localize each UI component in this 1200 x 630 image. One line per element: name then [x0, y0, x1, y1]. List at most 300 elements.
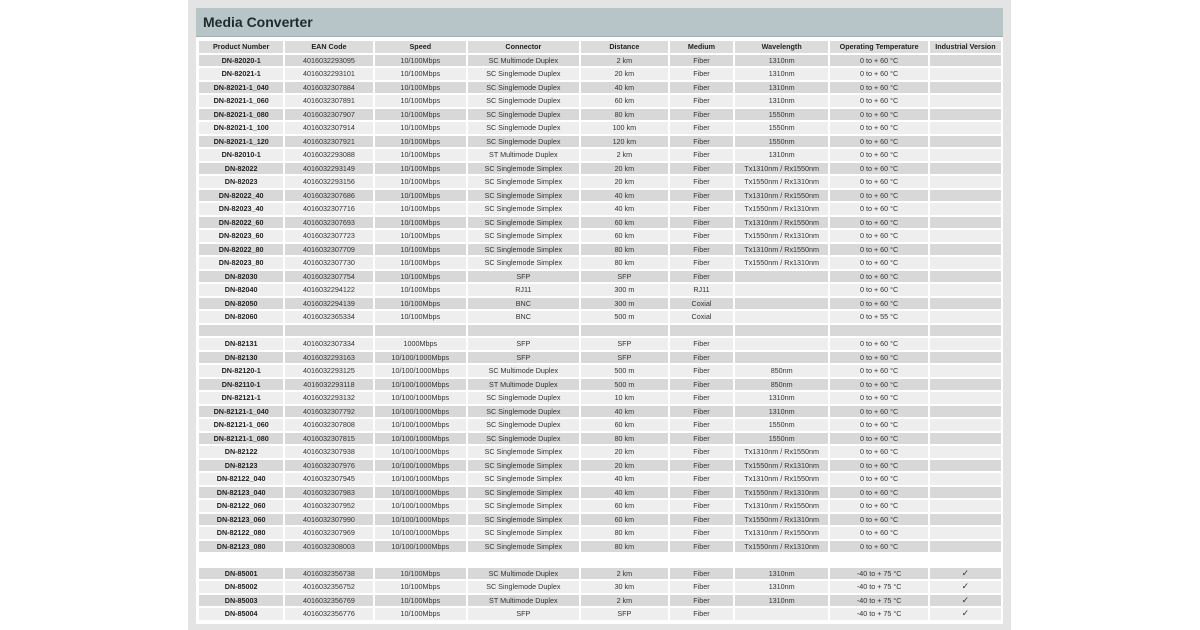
- column-header: Product Number: [199, 41, 283, 53]
- table-cell: 20 km: [581, 446, 668, 458]
- table-cell: [670, 554, 733, 566]
- table-cell: 0 to + 60 °C: [830, 527, 927, 539]
- table-row: [199, 581, 1001, 593]
- table-cell: 1000Mbps: [375, 338, 466, 350]
- table-cell: Tx1310nm / Rx1550nm: [735, 473, 828, 485]
- table-cell: 10/100Mbps: [375, 136, 466, 148]
- table-cell: DN-82131: [199, 338, 283, 350]
- table-cell: 10 km: [581, 392, 668, 404]
- table-cell: 60 km: [581, 95, 668, 107]
- table-cell: DN-82110-1: [199, 379, 283, 391]
- table-cell: [735, 608, 828, 620]
- table-cell: 20 km: [581, 163, 668, 175]
- table-row: [199, 257, 1001, 269]
- table-cell: 0 to + 60 °C: [830, 446, 927, 458]
- table-cell: DN-82023_60: [199, 230, 283, 242]
- table-cell: 0 to + 60 °C: [830, 514, 927, 526]
- table-cell: DN-82060: [199, 311, 283, 323]
- check-icon: [930, 203, 1001, 215]
- table-cell: 100 km: [581, 122, 668, 134]
- table-cell: 10/100Mbps: [375, 68, 466, 80]
- table-cell: 1310nm: [735, 406, 828, 418]
- table-row: [199, 514, 1001, 526]
- table-cell: Tx1310nm / Rx1550nm: [735, 527, 828, 539]
- table-cell: 4016032307716: [285, 203, 372, 215]
- table-cell: DN-82021-1_120: [199, 136, 283, 148]
- table-cell: Fiber: [670, 109, 733, 121]
- table-cell: 10/100/1000Mbps: [375, 352, 466, 364]
- check-icon: [930, 487, 1001, 499]
- check-icon: [930, 68, 1001, 80]
- table-row: [199, 136, 1001, 148]
- table-cell: 1310nm: [735, 68, 828, 80]
- table-cell: 80 km: [581, 433, 668, 445]
- table-cell: SFP: [581, 608, 668, 620]
- table-cell: SC Singlemode Simplex: [468, 514, 579, 526]
- table-row: [199, 203, 1001, 215]
- table-cell: 10/100/1000Mbps: [375, 473, 466, 485]
- table-cell: 2 km: [581, 568, 668, 580]
- table-cell: Fiber: [670, 527, 733, 539]
- table-cell: 0 to + 60 °C: [830, 257, 927, 269]
- check-icon: [930, 379, 1001, 391]
- table-cell: Coxial: [670, 311, 733, 323]
- table-cell: 1550nm: [735, 433, 828, 445]
- table-cell: Fiber: [670, 338, 733, 350]
- table-cell: 40 km: [581, 82, 668, 94]
- table-cell: 10/100Mbps: [375, 122, 466, 134]
- table-row: [199, 68, 1001, 80]
- table-cell: Tx1310nm / Rx1550nm: [735, 500, 828, 512]
- page-title: Media Converter: [203, 14, 313, 30]
- table-cell: 60 km: [581, 419, 668, 431]
- table-cell: 4016032307945: [285, 473, 372, 485]
- table-cell: 10/100Mbps: [375, 203, 466, 215]
- table-cell: 2 km: [581, 595, 668, 607]
- table-cell: Fiber: [670, 55, 733, 67]
- table-cell: 4016032307907: [285, 109, 372, 121]
- table-cell: 1550nm: [735, 122, 828, 134]
- table-cell: 60 km: [581, 500, 668, 512]
- table-cell: 4016032307969: [285, 527, 372, 539]
- table-cell: SC Singlemode Duplex: [468, 581, 579, 593]
- table-cell: [468, 554, 579, 566]
- table-cell: Fiber: [670, 190, 733, 202]
- table-cell: 4016032307815: [285, 433, 372, 445]
- table-row: [199, 109, 1001, 121]
- table-cell: 0 to + 60 °C: [830, 109, 927, 121]
- table-cell: 0 to + 60 °C: [830, 352, 927, 364]
- check-icon: ✓: [930, 595, 1001, 607]
- table-cell: Tx1550nm / Rx1310nm: [735, 460, 828, 472]
- table-row: [199, 406, 1001, 418]
- table-cell: 0 to + 60 °C: [830, 149, 927, 161]
- table-cell: 10/100Mbps: [375, 163, 466, 175]
- table-cell: 0 to + 60 °C: [830, 190, 927, 202]
- table-cell: SC Singlemode Simplex: [468, 203, 579, 215]
- check-icon: [930, 311, 1001, 323]
- table-cell: 120 km: [581, 136, 668, 148]
- table-cell: 10/100/1000Mbps: [375, 500, 466, 512]
- table-cell: 0 to + 60 °C: [830, 203, 927, 215]
- table-cell: 4016032307686: [285, 190, 372, 202]
- table-cell: Fiber: [670, 217, 733, 229]
- table-cell: Fiber: [670, 460, 733, 472]
- table-cell: Fiber: [670, 595, 733, 607]
- table-cell: 0 to + 60 °C: [830, 176, 927, 188]
- table-cell: 80 km: [581, 527, 668, 539]
- table-row: [199, 541, 1001, 553]
- table-cell: Tx1550nm / Rx1310nm: [735, 541, 828, 553]
- table-cell: 850nm: [735, 365, 828, 377]
- table-cell: 10/100Mbps: [375, 217, 466, 229]
- check-icon: [930, 257, 1001, 269]
- table-cell: DN-85004: [199, 608, 283, 620]
- table-cell: [468, 325, 579, 337]
- table-row: [199, 230, 1001, 242]
- table-cell: DN-82123: [199, 460, 283, 472]
- check-icon: [930, 406, 1001, 418]
- table-cell: 10/100/1000Mbps: [375, 487, 466, 499]
- table-cell: Fiber: [670, 541, 733, 553]
- table-cell: 10/100Mbps: [375, 608, 466, 620]
- table-cell: 4016032293149: [285, 163, 372, 175]
- table-cell: 0 to + 60 °C: [830, 541, 927, 553]
- table-cell: 10/100Mbps: [375, 244, 466, 256]
- table-cell: 60 km: [581, 514, 668, 526]
- column-header: Industrial Version: [930, 41, 1001, 53]
- table-cell: -40 to + 75 °C: [830, 608, 927, 620]
- table-cell: Tx1550nm / Rx1310nm: [735, 176, 828, 188]
- table-cell: DN-82021-1_080: [199, 109, 283, 121]
- table-cell: ST Multimode Duplex: [468, 595, 579, 607]
- table-row: [199, 473, 1001, 485]
- check-icon: [930, 541, 1001, 553]
- table-cell: Fiber: [670, 352, 733, 364]
- table-cell: Fiber: [670, 433, 733, 445]
- table-cell: 4016032294122: [285, 284, 372, 296]
- table-cell: 10/100/1000Mbps: [375, 514, 466, 526]
- table-cell: 0 to + 60 °C: [830, 95, 927, 107]
- separator-row: [199, 325, 1001, 337]
- table-cell: 4016032365334: [285, 311, 372, 323]
- table-row: [199, 176, 1001, 188]
- table-cell: [581, 554, 668, 566]
- table-cell: 10/100Mbps: [375, 95, 466, 107]
- table-cell: 4016032307976: [285, 460, 372, 472]
- table-cell: DN-82122_040: [199, 473, 283, 485]
- table-cell: 4016032293132: [285, 392, 372, 404]
- table-cell: 10/100Mbps: [375, 284, 466, 296]
- table-cell: 10/100Mbps: [375, 190, 466, 202]
- table-cell: DN-82050: [199, 298, 283, 310]
- table-row: [199, 419, 1001, 431]
- table-cell: 0 to + 60 °C: [830, 365, 927, 377]
- table-cell: DN-82121-1: [199, 392, 283, 404]
- table-cell: 10/100/1000Mbps: [375, 365, 466, 377]
- table-cell: [285, 554, 372, 566]
- table-cell: Fiber: [670, 406, 733, 418]
- table-cell: SC Singlemode Simplex: [468, 190, 579, 202]
- table-cell: DN-82130: [199, 352, 283, 364]
- table-cell: SC Singlemode Duplex: [468, 122, 579, 134]
- table-cell: Fiber: [670, 419, 733, 431]
- table-cell: DN-85002: [199, 581, 283, 593]
- check-icon: [930, 473, 1001, 485]
- table-cell: DN-82123_080: [199, 541, 283, 553]
- table-cell: 20 km: [581, 176, 668, 188]
- table-cell: 0 to + 55 °C: [830, 311, 927, 323]
- table-cell: SC Singlemode Simplex: [468, 487, 579, 499]
- table-cell: BNC: [468, 298, 579, 310]
- table-cell: SC Singlemode Simplex: [468, 217, 579, 229]
- table-cell: 40 km: [581, 473, 668, 485]
- check-icon: [930, 95, 1001, 107]
- table-cell: 20 km: [581, 460, 668, 472]
- table-cell: 10/100Mbps: [375, 311, 466, 323]
- spec-table: [197, 39, 1003, 622]
- table-cell: 80 km: [581, 109, 668, 121]
- table-cell: 10/100Mbps: [375, 82, 466, 94]
- table-cell: DN-82022: [199, 163, 283, 175]
- table-cell: [581, 325, 668, 337]
- table-cell: 1310nm: [735, 392, 828, 404]
- table-cell: 500 m: [581, 365, 668, 377]
- check-icon: [930, 176, 1001, 188]
- table-cell: DN-82122_080: [199, 527, 283, 539]
- table-cell: 4016032293088: [285, 149, 372, 161]
- table-cell: [735, 298, 828, 310]
- table-row: [199, 217, 1001, 229]
- table-cell: SFP: [468, 352, 579, 364]
- table-cell: DN-82021-1: [199, 68, 283, 80]
- table-cell: 0 to + 60 °C: [830, 487, 927, 499]
- table-cell: 0 to + 60 °C: [830, 136, 927, 148]
- table-cell: 2 km: [581, 55, 668, 67]
- table-row: [199, 163, 1001, 175]
- table-cell: RJ11: [468, 284, 579, 296]
- table-cell: DN-82020-1: [199, 55, 283, 67]
- table-cell: DN-82023_40: [199, 203, 283, 215]
- table-cell: 4016032356752: [285, 581, 372, 593]
- table-row: [199, 284, 1001, 296]
- check-icon: [930, 136, 1001, 148]
- table-cell: 1310nm: [735, 581, 828, 593]
- table-cell: 0 to + 60 °C: [830, 122, 927, 134]
- check-icon: [930, 433, 1001, 445]
- table-cell: [830, 554, 927, 566]
- table-cell: DN-82030: [199, 271, 283, 283]
- table-cell: SC Singlemode Duplex: [468, 433, 579, 445]
- table-cell: SC Singlemode Simplex: [468, 500, 579, 512]
- table-row: [199, 95, 1001, 107]
- check-icon: [930, 514, 1001, 526]
- table-cell: [670, 325, 733, 337]
- table-body: [199, 55, 1001, 620]
- table-cell: Tx1550nm / Rx1310nm: [735, 230, 828, 242]
- table-cell: SFP: [468, 608, 579, 620]
- table-cell: DN-82021-1_100: [199, 122, 283, 134]
- table-row: [199, 365, 1001, 377]
- table-cell: DN-82021-1_060: [199, 95, 283, 107]
- table-cell: Fiber: [670, 68, 733, 80]
- table-cell: SC Singlemode Simplex: [468, 460, 579, 472]
- table-cell: DN-82121-1_040: [199, 406, 283, 418]
- table-cell: 500 m: [581, 311, 668, 323]
- table-cell: SC Singlemode Duplex: [468, 406, 579, 418]
- table-cell: Fiber: [670, 568, 733, 580]
- table-cell: Fiber: [670, 379, 733, 391]
- table-cell: 0 to + 60 °C: [830, 379, 927, 391]
- table-cell: 4016032307693: [285, 217, 372, 229]
- table-cell: BNC: [468, 311, 579, 323]
- table-cell: SC Singlemode Duplex: [468, 82, 579, 94]
- table-cell: [199, 554, 283, 566]
- table-row: [199, 352, 1001, 364]
- table-cell: 10/100Mbps: [375, 568, 466, 580]
- table-cell: 10/100/1000Mbps: [375, 541, 466, 553]
- table-cell: 0 to + 60 °C: [830, 406, 927, 418]
- table-cell: 10/100Mbps: [375, 149, 466, 161]
- table-cell: 4016032294139: [285, 298, 372, 310]
- table-row: [199, 298, 1001, 310]
- table-cell: 4016032293101: [285, 68, 372, 80]
- column-header: EAN Code: [285, 41, 372, 53]
- table-row: [199, 311, 1001, 323]
- table-cell: DN-82022_40: [199, 190, 283, 202]
- table-cell: SC Singlemode Simplex: [468, 473, 579, 485]
- column-header: Wavelength: [735, 41, 828, 53]
- table-cell: 0 to + 60 °C: [830, 433, 927, 445]
- table-cell: 10/100/1000Mbps: [375, 446, 466, 458]
- table-cell: 10/100Mbps: [375, 176, 466, 188]
- table-cell: 10/100Mbps: [375, 109, 466, 121]
- table-cell: SC Singlemode Duplex: [468, 392, 579, 404]
- check-icon: [930, 271, 1001, 283]
- table-cell: Tx1550nm / Rx1310nm: [735, 203, 828, 215]
- table-cell: 0 to + 60 °C: [830, 55, 927, 67]
- table-row: [199, 271, 1001, 283]
- page-background: [188, 0, 1011, 630]
- column-header: Operating Temperature: [830, 41, 927, 53]
- table-cell: 4016032307730: [285, 257, 372, 269]
- table-cell: 40 km: [581, 190, 668, 202]
- table-cell: 60 km: [581, 230, 668, 242]
- table-cell: DN-82023_80: [199, 257, 283, 269]
- table-cell: 1550nm: [735, 419, 828, 431]
- table-cell: 4016032308003: [285, 541, 372, 553]
- table-cell: 0 to + 60 °C: [830, 230, 927, 242]
- header-row: [199, 41, 1001, 53]
- column-header: Connector: [468, 41, 579, 53]
- table-row: [199, 190, 1001, 202]
- table-cell: Fiber: [670, 473, 733, 485]
- table-cell: Fiber: [670, 392, 733, 404]
- table-cell: -40 to + 75 °C: [830, 595, 927, 607]
- table-row: [199, 568, 1001, 580]
- table-cell: Tx1310nm / Rx1550nm: [735, 446, 828, 458]
- table-row: [199, 527, 1001, 539]
- table-cell: [735, 311, 828, 323]
- table-cell: DN-85003: [199, 595, 283, 607]
- table-cell: Fiber: [670, 608, 733, 620]
- table-row: [199, 608, 1001, 620]
- table-row: [199, 500, 1001, 512]
- table-cell: 4016032307334: [285, 338, 372, 350]
- table-cell: 10/100/1000Mbps: [375, 392, 466, 404]
- table-cell: [830, 325, 927, 337]
- table-row: [199, 122, 1001, 134]
- table-cell: 10/100Mbps: [375, 55, 466, 67]
- table-cell: SC Singlemode Simplex: [468, 230, 579, 242]
- table-cell: 1310nm: [735, 149, 828, 161]
- table-cell: [375, 325, 466, 337]
- table-cell: 4016032356738: [285, 568, 372, 580]
- table-cell: SC Singlemode Simplex: [468, 163, 579, 175]
- check-icon: ✓: [930, 568, 1001, 580]
- table-cell: SC Singlemode Simplex: [468, 244, 579, 256]
- check-icon: [930, 554, 1001, 566]
- table-cell: DN-82122_060: [199, 500, 283, 512]
- table-cell: 0 to + 60 °C: [830, 68, 927, 80]
- table-row: [199, 82, 1001, 94]
- check-icon: [930, 109, 1001, 121]
- table-cell: 0 to + 60 °C: [830, 392, 927, 404]
- table-cell: 80 km: [581, 541, 668, 553]
- table-cell: Fiber: [670, 122, 733, 134]
- check-icon: [930, 230, 1001, 242]
- table-cell: DN-82123_040: [199, 487, 283, 499]
- table-cell: DN-82010-1: [199, 149, 283, 161]
- table-cell: SFP: [581, 271, 668, 283]
- table-cell: SFP: [581, 338, 668, 350]
- table-cell: SC Singlemode Simplex: [468, 541, 579, 553]
- table-cell: 850nm: [735, 379, 828, 391]
- table-cell: 1310nm: [735, 82, 828, 94]
- table-cell: 1550nm: [735, 136, 828, 148]
- check-icon: [930, 284, 1001, 296]
- table-cell: Fiber: [670, 244, 733, 256]
- table-cell: SC Singlemode Simplex: [468, 176, 579, 188]
- table-row: [199, 244, 1001, 256]
- table-cell: DN-82022_60: [199, 217, 283, 229]
- table-cell: Tx1550nm / Rx1310nm: [735, 487, 828, 499]
- table-cell: SC Singlemode Duplex: [468, 109, 579, 121]
- table-cell: 80 km: [581, 257, 668, 269]
- table-cell: 4016032307938: [285, 446, 372, 458]
- column-header: Speed: [375, 41, 466, 53]
- table-cell: Fiber: [670, 514, 733, 526]
- table-cell: Fiber: [670, 365, 733, 377]
- table-cell: [735, 352, 828, 364]
- table-cell: Fiber: [670, 446, 733, 458]
- table-cell: 0 to + 60 °C: [830, 298, 927, 310]
- table-cell: ST Multimode Duplex: [468, 149, 579, 161]
- table-cell: 1310nm: [735, 568, 828, 580]
- table-cell: 0 to + 60 °C: [830, 271, 927, 283]
- check-icon: [930, 122, 1001, 134]
- table-cell: 0 to + 60 °C: [830, 473, 927, 485]
- table-cell: SC Multimode Duplex: [468, 55, 579, 67]
- table-cell: [735, 271, 828, 283]
- table-cell: 4016032293095: [285, 55, 372, 67]
- table-cell: 4016032307891: [285, 95, 372, 107]
- check-icon: [930, 55, 1001, 67]
- table-cell: 4016032307952: [285, 500, 372, 512]
- check-icon: [930, 82, 1001, 94]
- table-cell: DN-82121-1_060: [199, 419, 283, 431]
- table-cell: Fiber: [670, 176, 733, 188]
